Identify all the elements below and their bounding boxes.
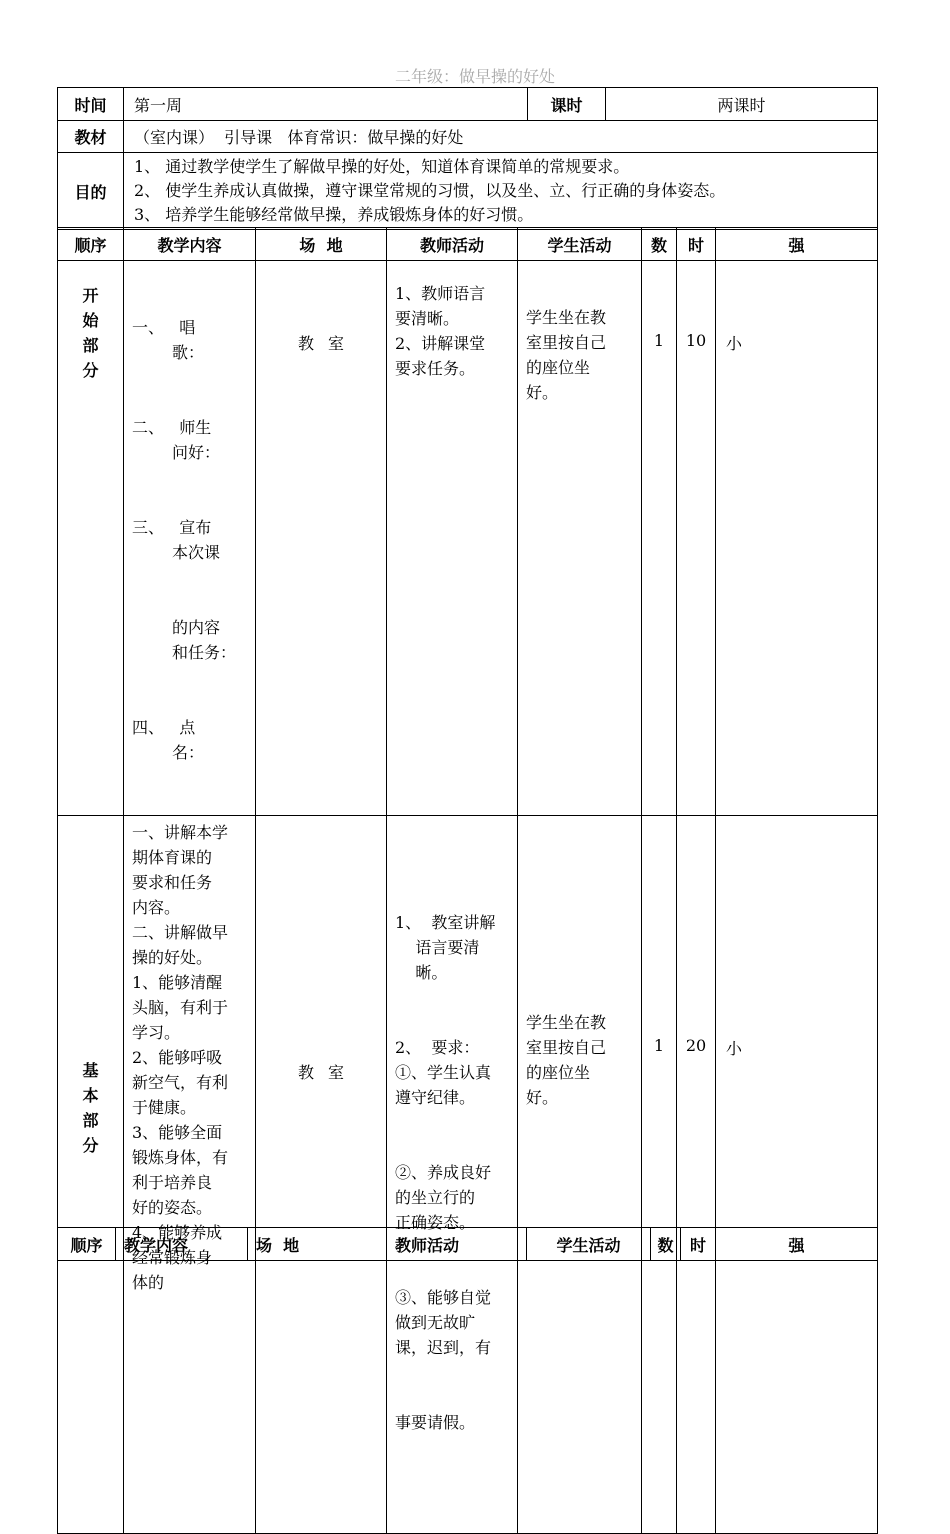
goal-item: 3、 培养学生能够经常做早操，养成锻炼身体的好习惯。 — [134, 205, 534, 224]
table-row — [58, 816, 878, 1534]
material-value: （室内课） 引导课 体育常识：做早操的好处 — [124, 121, 878, 153]
table-row — [58, 261, 878, 816]
teacher-cell: 1、 教室讲解 语言要清 晰。 2、 要求： ①、学生认真 遵守纪律。 ②、养成良好 的坐立行的 正确姿态。 ③、能够自觉 做到无故旷 课，迟到，有 事要请假。 — [387, 816, 518, 1534]
header-venue: 场 地 — [256, 228, 387, 261]
teacher-cell: 1、教师语言 要清晰。 2、讲解课堂 要求任务。 — [387, 261, 518, 816]
count-cell: 1 — [642, 816, 677, 1534]
goal-item: 1、 通过教学使学生了解做早操的好处，知道体育课简单的常规要求。 — [134, 157, 630, 176]
footer-header-order: 顺序 — [58, 1228, 116, 1261]
duration-cell: 10 — [677, 261, 716, 816]
time-label: 时间 — [58, 88, 124, 121]
footer-header-table — [57, 1227, 878, 1261]
footer-header-duration: 时 — [681, 1228, 716, 1261]
material-label: 教材 — [58, 121, 124, 153]
content-cell: 一、讲解本学 期体育课的 要求和任务 内容。 二、讲解做早 操的好处。 1、能够清醒 头脑，有利于 学习。 2、能够呼吸 新空气，有利 于健康。 3、能够全面 锻炼身体，有 利于培养良 好的姿态。 4、能够养成 经常锻炼身 体的 — [124, 816, 256, 1534]
footer-header-count: 数 — [651, 1228, 681, 1261]
venue-cell: 教室 — [256, 816, 387, 1534]
duration-cell: 20 — [677, 816, 716, 1534]
page-title: 二年级：做早操的好处 — [394, 67, 555, 86]
header-student: 学生活动 — [518, 228, 642, 261]
student-cell: 学生坐在教 室里按自己 的座位坐 好。 — [518, 816, 642, 1534]
header-teacher: 教师活动 — [387, 228, 518, 261]
header-intensity: 强 — [716, 228, 878, 261]
goal-list — [124, 153, 878, 230]
goal-item: 2、 使学生养成认真做操，遵守课堂常规的习惯，以及坐、立、行正确的身体姿态。 — [134, 181, 726, 200]
lesson-info-table — [57, 87, 878, 230]
count-cell: 1 — [642, 261, 677, 816]
goal-label: 目的 — [58, 153, 124, 230]
header-count: 数 — [642, 228, 677, 261]
footer-header-intensity: 强 — [716, 1228, 878, 1261]
footer-header-venue: 场 地 — [248, 1228, 387, 1261]
table-header-row — [58, 228, 878, 261]
hours-label: 课时 — [528, 88, 606, 121]
student-cell: 学生坐在教 室里按自己 的座位坐 好。 — [518, 261, 642, 816]
footer-header-student: 学生活动 — [527, 1228, 651, 1261]
intensity-cell: 小 — [716, 261, 878, 816]
header-order: 顺序 — [58, 228, 124, 261]
content-cell: 一、 唱 歌： 二、 师生 问好： 三、 宣布 本次课 的内容 和任务： 四、 点 名： — [124, 261, 256, 816]
time-value: 第一周 — [124, 88, 528, 121]
header-duration: 时 — [677, 228, 716, 261]
lesson-plan-table — [57, 227, 878, 1534]
intensity-cell: 小 — [716, 816, 878, 1534]
header-content: 教学内容 — [124, 228, 256, 261]
footer-header-content: 教学内容 — [116, 1228, 248, 1261]
section-label: 开 始 部 分 — [58, 261, 124, 816]
section-label: 基 本 部 分 — [58, 816, 124, 1534]
venue-cell: 教室 — [256, 261, 387, 816]
footer-header-teacher: 教师活动 — [387, 1228, 527, 1261]
hours-value: 两课时 — [606, 88, 878, 121]
